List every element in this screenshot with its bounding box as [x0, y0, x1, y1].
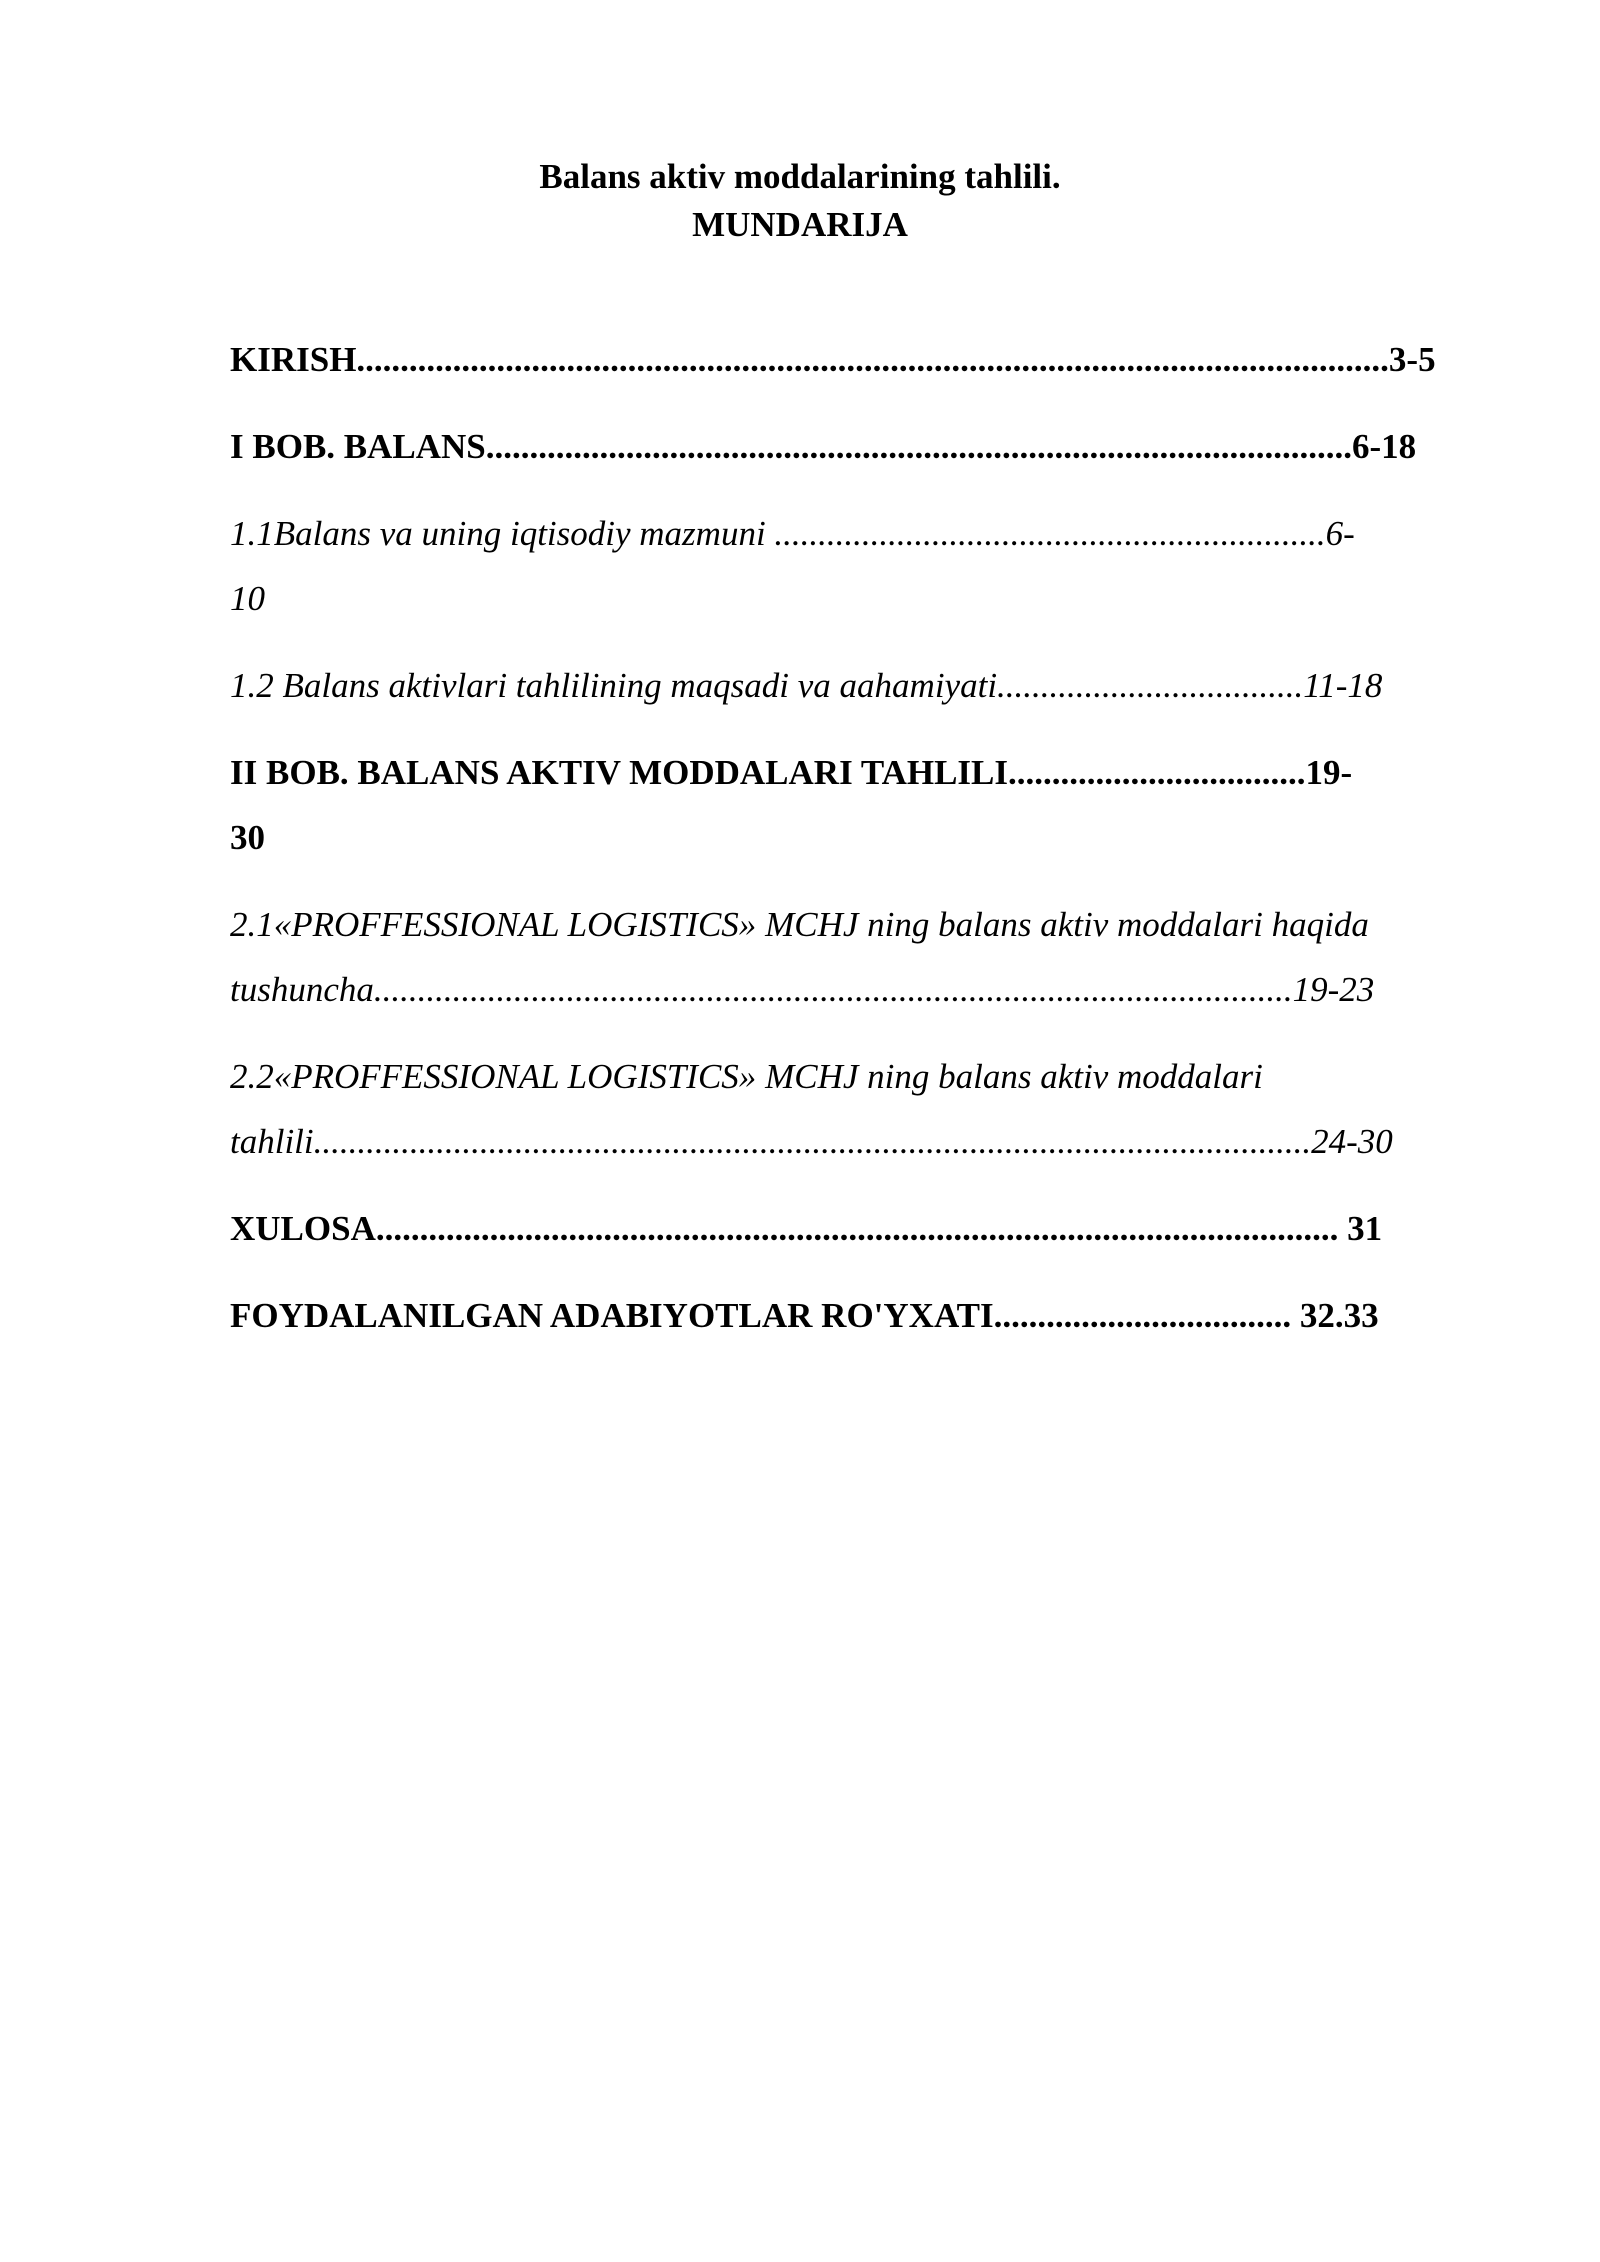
word: 2.1«PROFFESSIONAL [230, 905, 559, 944]
toc-entry-kirish[interactable] [230, 338, 1492, 382]
word: LOGISTICS» [567, 905, 757, 944]
toc-entry-text: I BOB. BALANS...................................................................................................6-18 [230, 427, 1417, 466]
toc-entry-text: 1.2 Balans aktivlari tahlilining maqsadi va aahamiyati...................................11-18 [230, 666, 1383, 705]
word: aktiv [1040, 905, 1109, 944]
word: moddalari [1117, 1057, 1263, 1096]
word: MCHJ [765, 1057, 859, 1096]
word: ning [867, 905, 930, 944]
toc-entry-section-1-2[interactable] [230, 664, 1492, 708]
word: II [230, 753, 258, 792]
toc-entry-text: XULOSA.............................................................................................................. 31 [230, 1209, 1383, 1248]
word: BALANS [357, 753, 500, 792]
toc-entry-text [230, 903, 1492, 947]
toc-entry-page-range: 10 [230, 579, 265, 618]
word: TAHLILI..................................19- [860, 753, 1353, 792]
toc-entry-section-2-2[interactable] [230, 1055, 1492, 1164]
word: MODDALARI [629, 753, 853, 792]
word: 2.2«PROFFESSIONAL [230, 1057, 559, 1096]
toc-entry-text [230, 751, 1492, 795]
word: balans [938, 1057, 1032, 1096]
document-title: Balans aktiv moddalarining tahlili. [539, 157, 1061, 196]
word: balans [938, 905, 1032, 944]
word: LOGISTICS» [567, 1057, 757, 1096]
toc-entry-adabiyotlar[interactable] [230, 1294, 1492, 1338]
word: MCHJ [765, 905, 859, 944]
toc-heading: MUNDARIJA [692, 205, 908, 244]
toc-entry-xulosa[interactable] [230, 1207, 1492, 1251]
toc-entry-chapter-1[interactable] [230, 425, 1492, 469]
word: AKTIV [506, 753, 621, 792]
word: ning [867, 1057, 930, 1096]
toc-entry-page-range: 30 [230, 818, 265, 857]
toc-entry-text: KIRISH......................................................................................................................3-5 [230, 340, 1436, 379]
toc-entry-section-2-1[interactable] [230, 903, 1492, 1012]
toc-entry-section-1-1[interactable] [230, 512, 1492, 621]
word: moddalari [1117, 905, 1263, 944]
toc-entry-text: 1.1Balans va uning iqtisodiy mazmuni ...............................................................6- [230, 514, 1355, 553]
toc-entry-chapter-2[interactable] [230, 751, 1492, 860]
toc-entry-text: FOYDALANILGAN ADABIYOTLAR RO'YXATI.................................. 32.33 [230, 1296, 1379, 1335]
toc-entry-text-continued: tushuncha.........................................................................................................19-23 [230, 970, 1375, 1009]
word: aktiv [1040, 1057, 1109, 1096]
toc-entry-text-continued: tahlili..................................................................................................................24-30 [230, 1122, 1393, 1161]
word: haqida [1271, 905, 1369, 944]
toc-entry-text [230, 1055, 1492, 1099]
word: BOB. [266, 753, 349, 792]
